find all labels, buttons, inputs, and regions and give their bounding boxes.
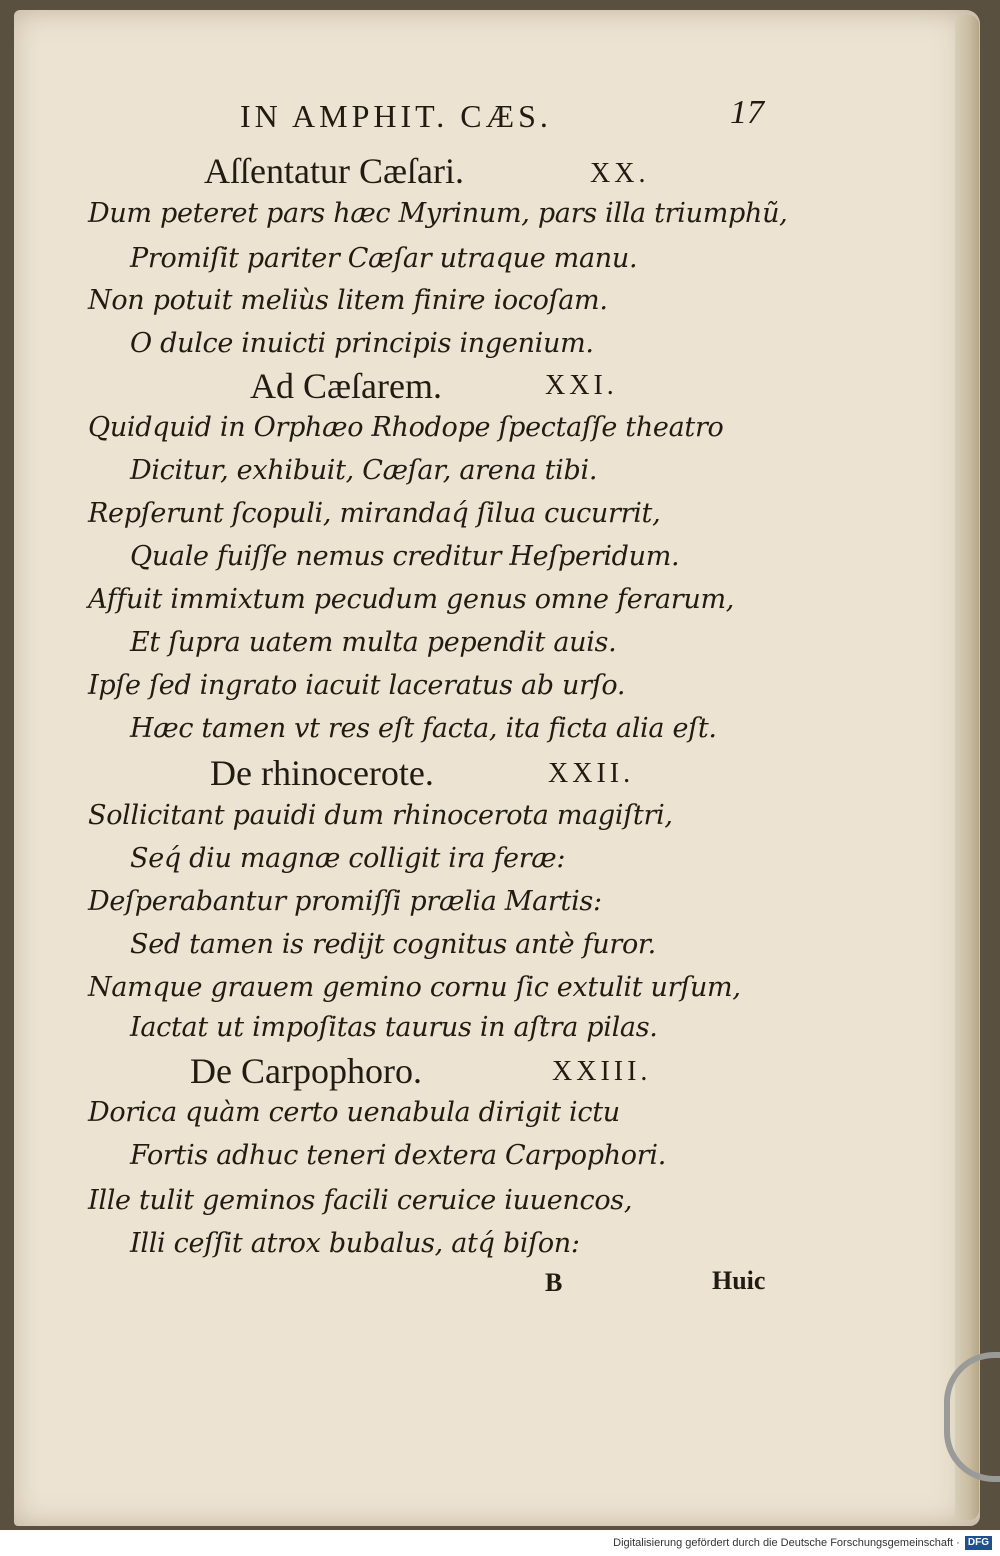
verse-line: Namque grauem gemino cornu ſic extulit urſum, <box>88 972 741 1003</box>
verse-line: Hæc tamen vt res eſt facta, ita ficta alia eſt. <box>130 713 717 744</box>
footer-credit <box>0 1530 1000 1556</box>
running-head: IN AMPHIT. CÆS. <box>240 98 552 134</box>
verse-line: Quidquid in Orphæo Rhodope ſpectaſſe theatro <box>88 412 724 443</box>
verse-line: Illi ceſſit atrox bubalus, atq́ biſon: <box>130 1228 580 1259</box>
verse-line: Iactat ut impoſitas taurus in aſtra pilas. <box>130 1012 658 1043</box>
verse-line: Et ſupra uatem multa pependit auis. <box>130 627 617 658</box>
book-page <box>14 10 980 1526</box>
verse-line: Seq́ diu magnæ colligit ira feræ: <box>130 843 566 874</box>
page-number: 17 <box>730 94 764 131</box>
verse-line: Sollicitant pauidi dum rhinocerota magiſtri, <box>88 800 673 831</box>
section-numeral: XXI. <box>545 370 618 401</box>
verse-line: Deſperabantur promiſſi prælia Martis: <box>88 886 602 917</box>
page-edge <box>955 15 979 1520</box>
verse-line: Quale fuiſſe nemus creditur Heſperidum. <box>130 541 680 572</box>
section-heading: De rhinocerote. <box>210 753 434 793</box>
section-numeral: XX. <box>590 158 650 189</box>
verse-line: Promiſit pariter Cæſar utraque manu. <box>130 243 638 274</box>
verse-line: Dicitur, exhibuit, Cæſar, arena tibi. <box>130 455 598 486</box>
verse-line: O dulce inuicti principis ingenium. <box>130 328 594 359</box>
verse-line: Ipſe ſed ingrato iacuit laceratus ab urſo. <box>88 670 626 701</box>
section-numeral: XXIII. <box>552 1056 652 1087</box>
section-heading: Aſſentatur Cæſari. <box>204 151 464 191</box>
dfg-logo: DFG <box>965 1536 992 1550</box>
signature-mark: B <box>545 1268 563 1297</box>
verse-line: Dum peteret pars hæc Myrinum, pars illa triumphũ, <box>88 198 788 229</box>
section-heading: Ad Cæſarem. <box>250 366 442 406</box>
section-numeral: XXII. <box>548 758 635 789</box>
verse-line: Ille tulit geminos facili ceruice iuuencos, <box>88 1185 633 1216</box>
verse-line: Non potuit meliùs litem finire iocoſam. <box>88 285 608 316</box>
verse-line: Fortis adhuc teneri dextera Carpophori. <box>130 1140 666 1171</box>
catchword: Huic <box>712 1266 766 1295</box>
verse-line: Affuit immixtum pecudum genus omne ferarum, <box>88 584 735 615</box>
footer-text: Digitalisierung gefördert durch die Deutsche Forschungsgemeinschaft · <box>613 1537 960 1549</box>
verse-line: Repſerunt ſcopuli, mirandaq́ ſilua cucurrit, <box>88 498 661 529</box>
section-heading: De Carpophoro. <box>190 1051 422 1091</box>
verse-line: Dorica quàm certo uenabula dirigit ictu <box>88 1097 620 1128</box>
verse-line: Sed tamen is redijt cognitus antè furor. <box>130 929 656 960</box>
